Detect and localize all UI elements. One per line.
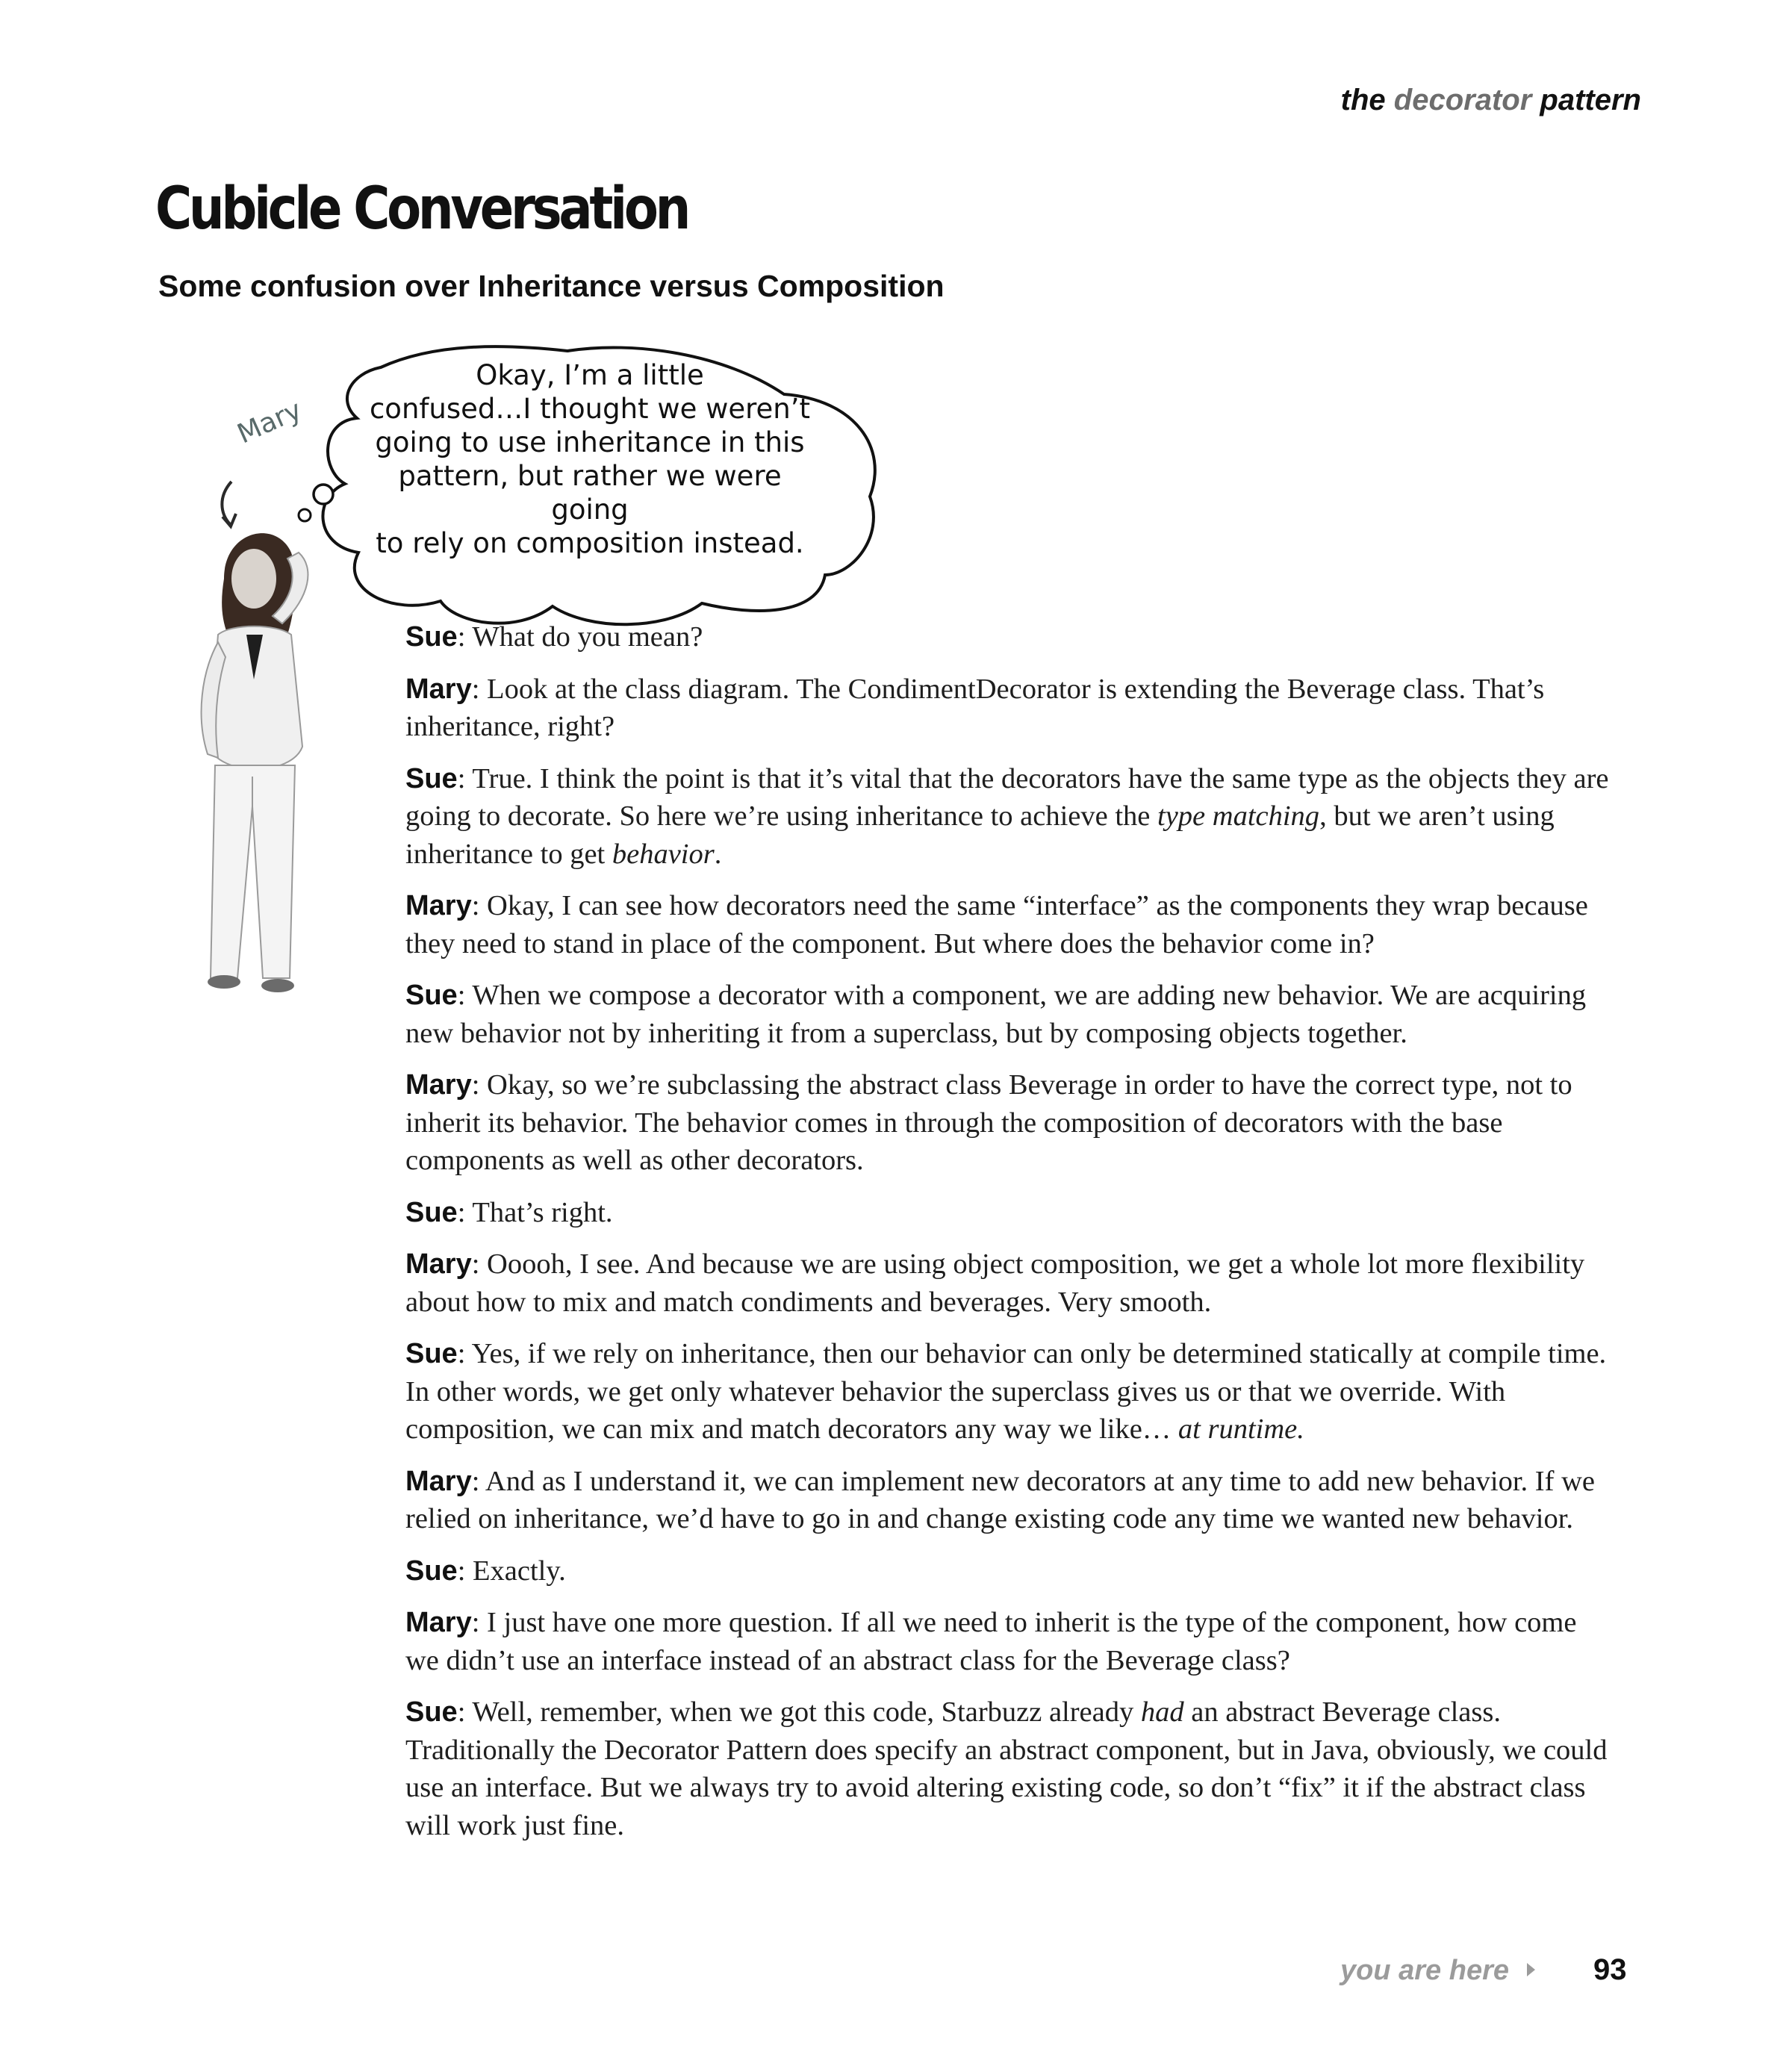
speaker-name: Mary (405, 673, 472, 705)
dialogue-turn: Sue: What do you mean? (405, 621, 703, 653)
page-number: 93 (1593, 1953, 1627, 1986)
speaker-name: Sue (405, 1338, 458, 1369)
dialogue-turn: Sue: Well, remember, when we got this code, Starbuzz already had an abstract Beverage class. Traditionally the Decorator Pattern does specify an abstract component, but in Java, obviously, we could use an interface. But we always try to avoid altering existing code, so don’t “fix” it if the abstract class will work just fine. (405, 1696, 1608, 1841)
running-head-suffix: pattern (1540, 84, 1641, 116)
dialogue-turn: Mary: Look at the class diagram. The CondimentDecorator is extending the Beverage class. That’s inheritance, right? (405, 673, 1545, 742)
dialogue-turn: Sue: Exactly. (405, 1555, 566, 1587)
speaker-name: Mary (405, 1069, 472, 1101)
dialogue-turn: Mary: I just have one more question. If all we need to inherit is the type of the component, how come we didn’t use an interface instead of an abstract class for the Beverage class? (405, 1607, 1577, 1676)
dialogue-turn: Sue: That’s right. (405, 1196, 613, 1228)
speech-text: Ooooh, I see. And because we are using object composition, we get a whole lot more flexibility about how to mix and match condiments and beverages. Very smooth. (405, 1248, 1585, 1318)
speech-text: Okay, so we’re subclassing the abstract class Beverage in order to have the correct type, not to inherit its behavior. The behavior comes in through the composition of decorators with the base components as well as other decorators. (405, 1069, 1572, 1176)
page-footer (1340, 1953, 1627, 1987)
speaker-name: Sue (405, 1196, 458, 1228)
dialogue-turn: Sue: True. I think the point is that it’s vital that the decorators have the same type as the objects they are going to decorate. So here we’re using inheritance to achieve the type matching, but we aren’t using inheritance to get behavior. (405, 762, 1609, 870)
speech-text: When we compose a decorator with a component, we are adding new behavior. We are acquiring new behavior not by inheriting it from a superclass, but by composing objects together. (405, 980, 1587, 1049)
speech-text: What do you mean? (472, 621, 703, 653)
dialogue (405, 618, 1617, 1858)
dialogue-turn: Sue: Yes, if we rely on inheritance, then our behavior can only be determined statically at compile time. In other words, we get only whatever behavior the superclass gives us or that we override. With composition, we can mix and match decorators any way we like… at runtime. (405, 1338, 1607, 1445)
speech-text: Yes, if we rely on inheritance, then our behavior can only be determined statically at compile time. In other words, we get only whatever behavior the superclass gives us or that we override. With composition, we can mix and match decorators any way we like… (405, 1338, 1607, 1445)
emphasis-text: behavior (612, 838, 715, 870)
speaker-name: Mary (405, 890, 472, 921)
speaker-name: Sue (405, 762, 458, 794)
right-arrow-icon (1527, 1963, 1535, 1976)
speaker-name: Mary (405, 1607, 472, 1638)
dialogue-turn: Mary: And as I understand it, we can implement new decorators at any time to add new behavior. If we relied on inheritance, we’d have to go in and change existing code any time we wanted new behavior. (405, 1465, 1595, 1534)
page-title: Cubicle Conversation (155, 175, 688, 243)
dialogue-turn: Mary: Ooooh, I see. And because we are using object composition, we get a whole lot more flexibility about how to mix and match condiments and beverages. Very smooth. (405, 1248, 1585, 1318)
speech-text: , but we aren’t using inheritance to get (405, 800, 1555, 870)
running-head-prefix: the (1340, 84, 1386, 116)
speech-text: That’s right. (472, 1196, 613, 1228)
speaker-name: Mary (405, 1465, 472, 1497)
mary-figure-icon (202, 533, 308, 992)
speech-text: . (714, 838, 722, 870)
emphasis-text: at runtime. (1177, 1413, 1304, 1445)
you-are-here-label: you are here (1340, 1955, 1509, 1986)
speech-text: Exactly. (473, 1555, 566, 1587)
thought-bubble-dot-large (314, 485, 333, 504)
speech-text: True. I think the point is that it’s vital that the decorators have the same type as the objects they are going to decorate. So here we’re using inheritance to achieve the (405, 762, 1609, 832)
speech-text: Well, remember, when we got this code, Starbuzz already (472, 1696, 1141, 1728)
speech-text: Okay, I can see how decorators need the same “interface” as the components they wrap because they need to stand in place of the component. But where does the behavior come in? (405, 890, 1588, 959)
speech-text: Look at the class diagram. The CondimentDecorator is extending the Beverage class. That’s inheritance, right? (405, 673, 1545, 742)
speech-text: I just have one more question. If all we need to inherit is the type of the component, how come we didn’t use an interface instead of an abstract class for the Beverage class? (405, 1607, 1577, 1676)
speaker-name: Sue (405, 1696, 458, 1728)
running-head-accent: decorator (1393, 84, 1532, 116)
speaker-name: Sue (405, 980, 458, 1011)
dialogue-turn: Sue: When we compose a decorator with a component, we are adding new behavior. We are acquiring new behavior not by inheriting it from a superclass, but by composing objects together. (405, 980, 1587, 1049)
speech-text: an abstract Beverage class. Traditionally the Decorator Pattern does specify an abstract component, but in Java, obviously, we could use an interface. But we always try to avoid altering existing code, so don’t “fix” it if the abstract class will work just fine. (405, 1696, 1608, 1841)
thought-bubble-dot-small (299, 509, 311, 521)
speaker-name: Mary (405, 1248, 472, 1280)
page-subtitle: Some confusion over Inheritance versus Composition (158, 269, 945, 303)
speech-text: And as I understand it, we can implement new decorators at any time to add new behavior. If we relied on inheritance, we’d have to go in and change existing code any time we wanted new behavior. (405, 1465, 1595, 1534)
emphasis-text: had (1140, 1696, 1184, 1728)
speaker-name: Sue (405, 621, 458, 653)
running-head (1341, 84, 1641, 117)
dialogue-turn: Mary: Okay, I can see how decorators need the same “interface” as the components they wrap because they need to stand in place of the component. But where does the behavior come in? (405, 890, 1588, 959)
speaker-name: Sue (405, 1555, 458, 1587)
dialogue-turn: Mary: Okay, so we’re subclassing the abstract class Beverage in order to have the correct type, not to inherit its behavior. The behavior comes in through the composition of decorators with the base components as well as other decorators. (405, 1069, 1572, 1176)
emphasis-text: type matching (1157, 800, 1320, 832)
character-name-tag: Mary (233, 394, 307, 450)
thought-bubble-text: Okay, I’m a little confused…I thought we weren’t going to use inheritance in this pattern, but rather we were going to rely on composition instead. (369, 359, 811, 559)
